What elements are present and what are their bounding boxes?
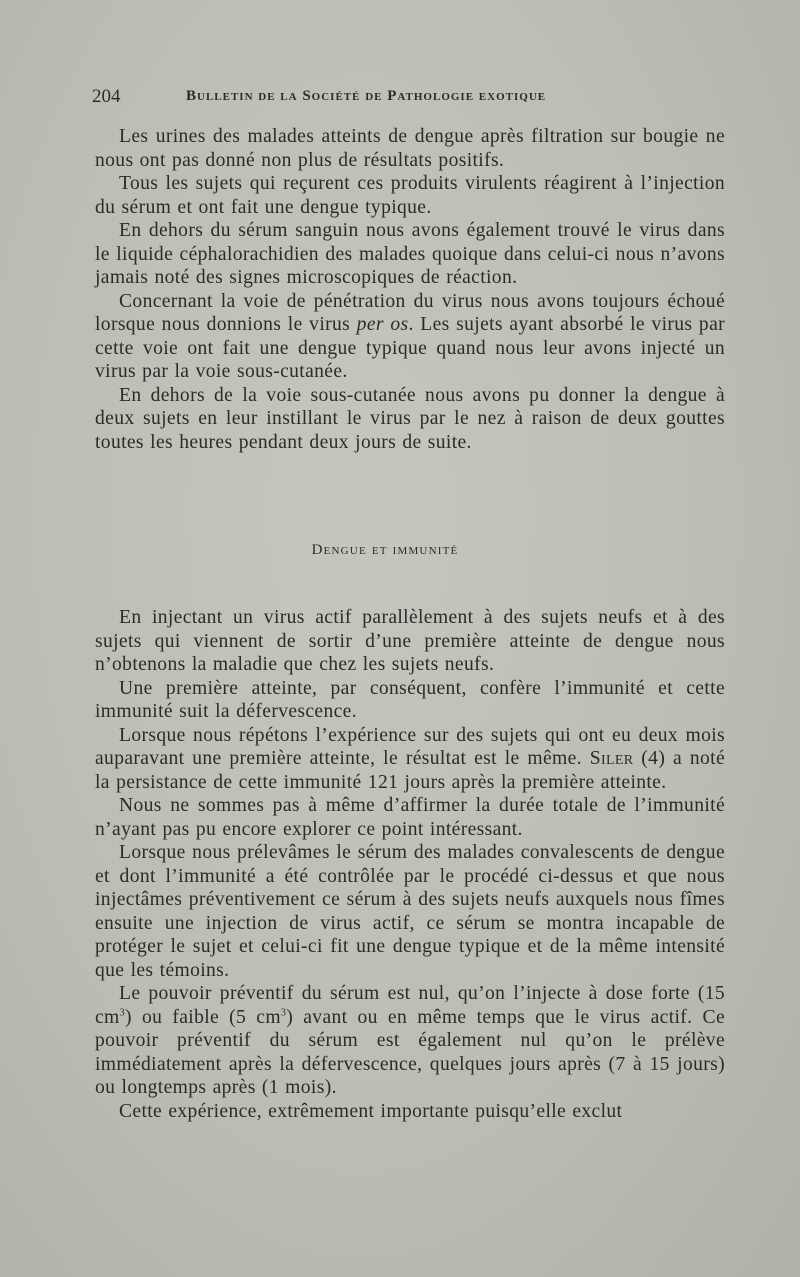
paragraph: Les urines des malades atteints de dengue après filtration sur bougie ne nous ont pas donné non plus de résultats positifs. <box>95 126 725 171</box>
italic-term: per os <box>356 314 409 335</box>
text-block-top <box>95 125 725 454</box>
superscript: 3 <box>119 1006 125 1018</box>
paragraph-text: . Les sujets ayant absorbé le virus par cette voie ont fait une dengue typique quand nous leur avons injecté un virus par la voie sous-cutanée. <box>95 314 725 382</box>
paragraph-text: Le pouvoir préventif du sérum est nul, qu’on l’injecte à dose forte (15 cm <box>95 983 725 1028</box>
paragraph-text: ) avant ou en même temps que le virus actif. Ce pouvoir préventif du sérum est également nul qu’on le prélève immédiatement après la défervescence, quelques jours après (7 à 15 jours) ou longtemps après (1 mois). <box>95 1006 725 1098</box>
paragraph <box>95 724 725 795</box>
paragraph-text: Lorsque nous répétons l’expérience sur des sujets qui ont eu deux mois auparavant une première atteinte, le résultat est le même. <box>95 724 725 769</box>
paragraph: Une première atteinte, par conséquent, confère l’immunité et cette immunité suit la défervescence. <box>95 677 725 722</box>
page-number: 204 <box>92 86 121 107</box>
paragraph-text: Concernant la voie de pénétration du virus nous avons toujours échoué lorsque nous donnions le virus <box>95 290 725 335</box>
paragraph: Cette expérience, extrêmement importante puisqu’elle exclut <box>119 1100 623 1122</box>
journal-title: Bulletin de la Société de Pathologie exotique <box>186 88 547 104</box>
paragraph: Tous les sujets qui reçurent ces produits virulents réagirent à l’injection du sérum et ont fait une dengue typique. <box>95 173 725 218</box>
paragraph <box>95 290 725 384</box>
paragraph: Lorsque nous prélevâmes le sérum des malades convalescents de dengue et dont l’immunité a été contrôlée par le procédé ci-dessus et que nous injectâmes préventivement ce sérum à des sujets neufs auxquels nous fîmes ensuite une injection de virus actif, ce sérum se montra incapable de protéger le sujet et celui-ci fit une dengue typique et de la même intensité que les témoins. <box>95 842 725 981</box>
running-head <box>92 86 732 110</box>
section-heading: Dengue et immunité <box>311 542 459 558</box>
paragraph <box>95 982 725 1100</box>
paragraph: Nous ne sommes pas à même d’affirmer la durée totale de l’immunité n’ayant pas pu encore explorer ce point intéressant. <box>95 795 725 840</box>
paragraph-text: (4) a noté la persistance de cette immunité 121 jours après la première atteinte. <box>95 748 725 793</box>
paragraph: En injectant un virus actif parallèlement à des sujets neufs et à des sujets qui viennent de sortir d’une première atteinte de dengue nous n’obtenons la maladie que chez les sujets neufs. <box>95 607 725 675</box>
paragraph-text: ) ou faible (5 cm <box>125 1006 281 1028</box>
paragraph: En dehors du sérum sanguin nous avons également trouvé le virus dans le liquide céphalorachidien des malades quoique dans celui-ci nous n’avons jamais noté des signes microscopiques de réaction. <box>95 220 725 288</box>
text-block-bottom <box>95 606 725 1123</box>
author-name: Siler <box>589 748 634 769</box>
paragraph: En dehors de la voie sous-cutanée nous avons pu donner la dengue à deux sujets en leur instillant le virus par le nez à raison de deux gouttes toutes les heures pendant deux jours de suite. <box>95 384 725 453</box>
superscript: 3 <box>280 1006 287 1018</box>
